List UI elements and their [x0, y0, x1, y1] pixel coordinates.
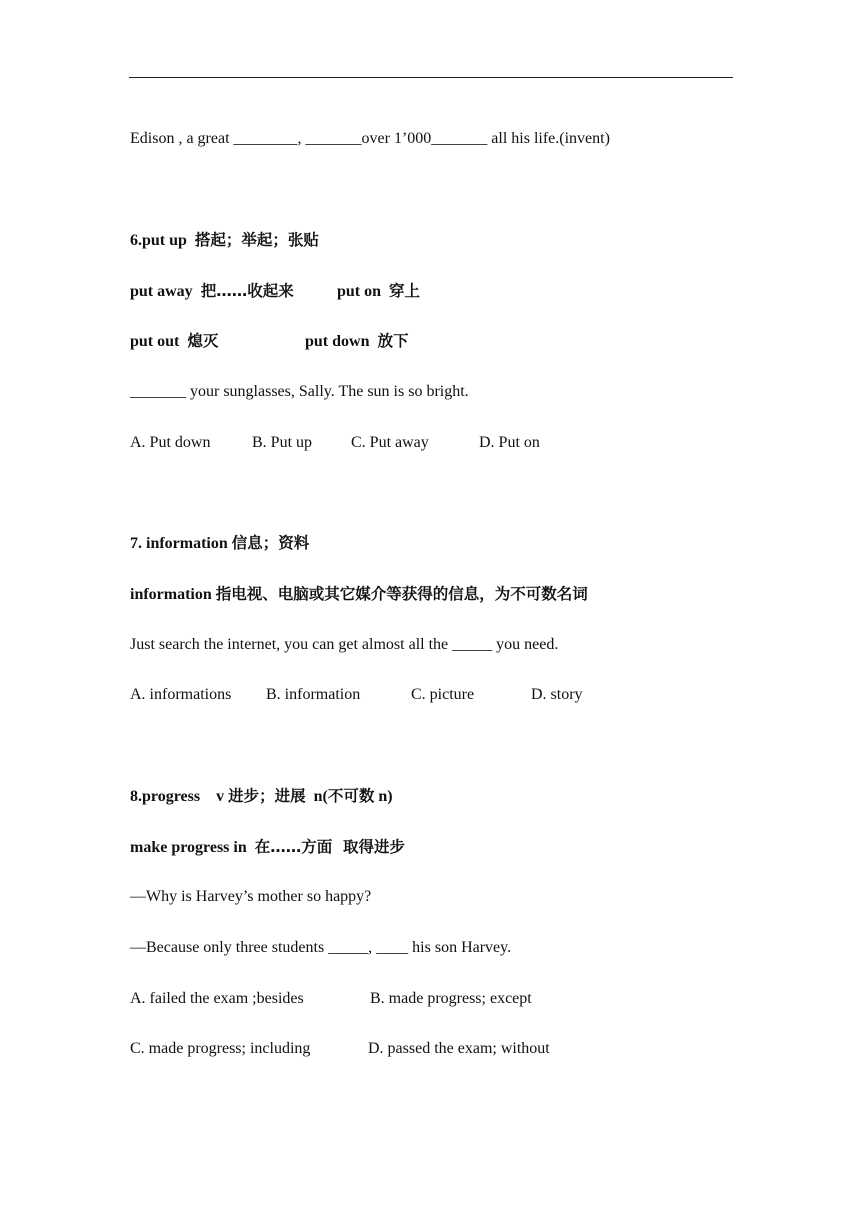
section-8-option-b: B. made progress; except — [370, 990, 532, 1007]
section-7-option-b: B. information — [266, 686, 361, 703]
put-out-line: put out 熄灭 — [130, 332, 219, 350]
section-7-option-a: A. informations — [130, 686, 232, 703]
put-away-line: put away 把……收起来 — [130, 282, 294, 300]
section-6-title: 6.put up 搭起；举起；张贴 — [130, 231, 319, 249]
section-7-option-d: D. story — [531, 686, 583, 703]
section-8-question-1: —Why is Harvey’s mother so happy? — [130, 888, 372, 905]
section-8-title: 8.progress v 进步；进展 n(不可数 n) — [130, 787, 393, 805]
section-6-option-a: A. Put down — [130, 434, 211, 451]
section-7-option-c: C. picture — [411, 686, 475, 703]
edison-sentence: Edison , a great ________, _______over 1’000_______ all his life.(invent) — [130, 130, 610, 147]
put-down-line: put down 放下 — [305, 332, 409, 350]
put-on-line: put on 穿上 — [337, 282, 421, 300]
section-6-question: _______ your sunglasses, Sally. The sun is so bright. — [130, 383, 469, 400]
section-8-option-c: C. made progress; including — [130, 1040, 311, 1057]
section-8-option-d: D. passed the exam; without — [368, 1040, 550, 1057]
section-6-option-b: B. Put up — [252, 434, 313, 451]
section-6-option-c: C. Put away — [351, 434, 429, 451]
section-7-question: Just search the internet, you can get almost all the _____ you need. — [130, 636, 559, 653]
section-8-option-a: A. failed the exam ;besides — [130, 990, 304, 1007]
section-8-phrase: make progress in 在……方面 取得进步 — [130, 838, 406, 856]
header-rule — [129, 77, 733, 78]
section-7-title: 7. information 信息；资料 — [130, 534, 310, 552]
section-8-question-2: —Because only three students _____, ____ his son Harvey. — [130, 939, 512, 956]
section-6-option-d: D. Put on — [479, 434, 540, 451]
section-7-note: information 指电视、电脑或其它媒介等获得的信息，为不可数名词 — [130, 585, 588, 603]
